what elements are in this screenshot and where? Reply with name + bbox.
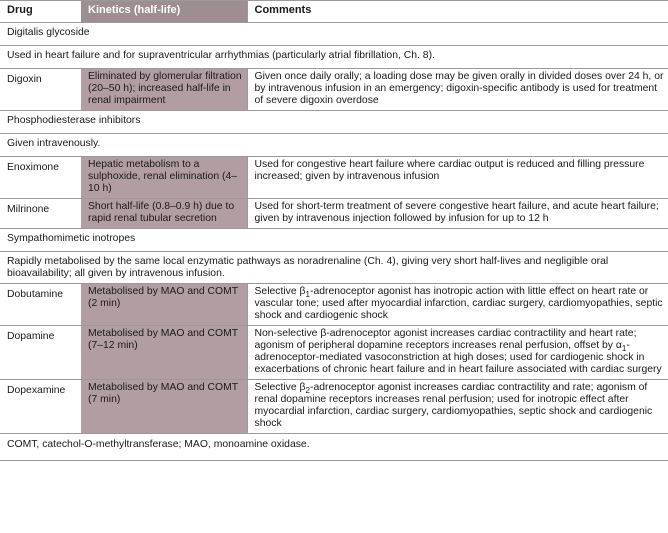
section-note-pde: Given intravenously. [0,134,668,157]
drug-comments: Used for congestive heart failure where cardiac output is reduced and filling pressure increased; given by intravenous infusion [247,157,668,199]
table-row [0,199,668,229]
section-note-row [0,252,668,284]
drug-comments: Given once daily orally; a loading dose may be given orally in divided doses over 24 h, or by intravenous infusion in an emergency; digoxin-specific antibody is used for treatment of severe digoxin overdose [247,69,668,111]
table-row [0,284,668,326]
comments-subscript: 2 [305,386,310,396]
drug-name: Digoxin [0,69,81,111]
table-row [0,69,668,111]
section-title-digitalis: Digitalis glycoside [0,23,668,46]
comments-part: -adrenoceptor agonist increases cardiac contractility and rate; agonism of renal dopamine receptors increases renal perfusion; used for inotropic effect after myocardial infarction, cardiac surgery, cardiomyopathies, septic shock and cardiogenic shock [254,382,653,429]
drug-kinetics: Hepatic metabolism to a sulphoxide, renal elimination (4–10 h) [81,157,247,199]
header-kinetics: Kinetics (half-life) [81,1,247,23]
section-note-sympath: Rapidly metabolised by the same local enzymatic pathways as noradrenaline (Ch. 4), giving very short half-lives and negligible oral bioavailability; all given by intravenous infusion. [0,252,668,284]
drug-comments [247,284,668,326]
table-row [0,326,668,380]
header-drug: Drug [0,1,81,23]
drug-name: Enoximone [0,157,81,199]
header-comments: Comments [247,1,668,23]
section-title-pde: Phosphodiesterase inhibitors [0,111,668,134]
drug-kinetics: Short half-life (0.8–0.9 h) due to rapid renal tubular secretion [81,199,247,229]
drug-kinetics: Metabolised by MAO and COMT (2 min) [81,284,247,326]
section-row [0,23,668,46]
comments-part: Selective β [254,286,306,297]
drug-name: Dopamine [0,326,81,380]
comments-subscript: 1 [621,344,627,354]
drug-kinetics: Metabolised by MAO and COMT (7 min) [81,380,247,434]
section-title-sympath: Sympathomimetic inotropes [0,229,668,252]
comments-part: Selective β [254,382,306,393]
drug-kinetics: Metabolised by MAO and COMT (7–12 min) [81,326,247,380]
drug-name: Dobutamine [0,284,81,326]
comments-part: -adrenoceptor agonist has inotropic action with little effect on heart rate or vascular tone; used after myocardial infarction, cardiac surgery, cardiomyopathies, septic shock and cardiogenic shock [254,286,663,321]
section-row [0,229,668,252]
section-row [0,111,668,134]
table-row [0,380,668,434]
drug-comments [247,326,668,380]
header-row [0,1,668,23]
drug-comments [247,380,668,434]
drug-comments: Used for short-term treatment of severe congestive heart failure, and acute heart failure; given by intravenous injection followed by infusion for up to 12 h [247,199,668,229]
drug-kinetics: Eliminated by glomerular filtration (20–50 h); increased half-life in renal impairment [81,69,247,111]
section-note-digitalis: Used in heart failure and for supraventricular arrhythmias (particularly atrial fibrillation, Ch. 8). [0,46,668,69]
comments-subscript: 1 [305,290,310,300]
comments-part: -adrenoceptor-mediated vasoconstriction at high doses; used for cardiogenic shock in exacerbations of chronic heart failure and in heart failure associated with cardiac surgery [254,340,662,375]
footnote: COMT, catechol-O-methyltransferase; MAO, monoamine oxidase. [0,434,668,461]
section-note-row [0,134,668,157]
footnote-row [0,434,668,461]
drug-name: Milrinone [0,199,81,229]
comments-part: Non-selective β-adrenoceptor agonist increases cardiac contractility and heart rate; agonism of peripheral dopamine receptors increases renal perfusion, offset by α [254,328,637,351]
drug-name: Dopexamine [0,380,81,434]
section-note-row [0,46,668,69]
table-row [0,157,668,199]
